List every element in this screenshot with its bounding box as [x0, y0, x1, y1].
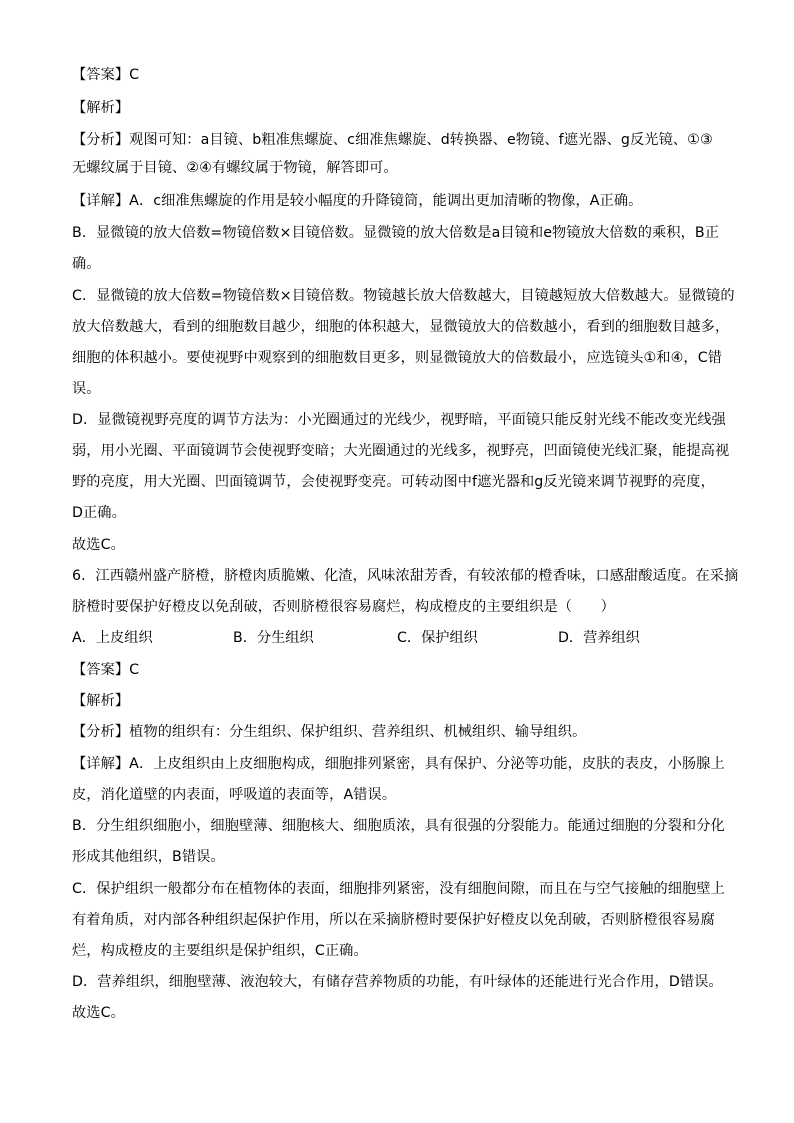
- q5-line-9: D．显微镜视野亮度的调节方法为：小光圈通过的光线少，视野暗，平面镜只能反射光线不能改变光线强: [72, 412, 726, 428]
- q6-analysis-header: 【解析】: [72, 693, 130, 709]
- q5-line-2: 【详解】A．c细准焦螺旋的作用是较小幅度的升降镜筒，能调出更加清晰的物像，A正确。: [72, 193, 643, 209]
- q5-line-12: D正确。: [72, 505, 126, 521]
- q5-line-0: 【分析】观图可知：a目镜、b粗准焦螺旋、c细准焦螺旋、d转换器、e物镜、f遮光器、g反光镜、①③: [72, 132, 713, 148]
- q6-line-5: C．保护组织一般都分布在植物体的表面，细胞排列紧密，没有细胞间隙，而且在与空气接触的细胞壁上: [72, 881, 725, 897]
- q6-analysis-label: 解析: [86, 693, 115, 709]
- q5-line-1: 无螺纹属于目镜、②④有螺纹属于物镜，解答即可。: [72, 160, 398, 176]
- q6-line-8: D．营养组织，细胞壁薄、液泡较大，有储存营养物质的功能，有叶绿体的还能进行光合作用，D错误。: [72, 974, 723, 990]
- q6-line-7: 烂，构成橙皮的主要组织是保护组织，C正确。: [72, 943, 368, 959]
- q5-line-11: 野的亮度，用大光圈、凹面镜调节，会使视野变亮。可转动图中f遮光器和g反光镜来调节视野的亮度，: [72, 474, 715, 490]
- q5-answer: 【答案】C: [72, 67, 140, 83]
- q5-line-10: 弱，用小光圈、平面镜调节会使视野变暗；大光圈通过的光线多，视野亮，凹面镜使光线汇聚，能提高视: [72, 443, 730, 459]
- q6-line-3: B．分生组织细胞小，细胞壁薄、细胞核大、细胞质浓，具有很强的分裂能力。能通过细胞的分裂和分化: [72, 818, 725, 834]
- q6-option-d: D．营养组织: [558, 630, 640, 646]
- q6-line-6: 有着角质，对内部各种组织起保护作用，所以在采摘脐橙时要保护好橙皮以免刮破，否则脐橙很容易腐: [72, 912, 715, 928]
- q5-line-7: 细胞的体积越小。要使视野中观察到的细胞数目更多，则显微镜放大的倍数最小，应选镜头①和④，C错: [72, 350, 723, 366]
- q5-line-4: 确。: [72, 256, 101, 272]
- q6-stem-line-2: 脐橙时要保护好橙皮以免刮破，否则脐橙很容易腐烂，构成橙皮的主要组织是（ ）: [72, 599, 615, 615]
- q6-option-c: C．保护组织: [397, 630, 478, 646]
- q6-stem-line-1: 6．江西赣州盛产脐橙，脐橙肉质脆嫩、化渣，风味浓甜芳香，有较浓郁的橙香味，口感甜酸适度。在采摘: [72, 568, 739, 584]
- q6-line-0: 【分析】植物的组织有：分生组织、保护组织、营养组织、机械组织、输导组织。: [72, 724, 587, 740]
- q6-answer: 【答案】C: [72, 662, 140, 678]
- q5-line-6: 放大倍数越大，看到的细胞数目越少，细胞的体积越大，显微镜放大的倍数越小，看到的细胞数目越多，: [72, 319, 730, 335]
- q6-option-a: A．上皮组织: [72, 630, 153, 646]
- q6-option-b: B．分生组织: [233, 630, 314, 646]
- q6-line-2: 皮，消化道壁的内表面，呼吸道的表面等，A错误。: [72, 787, 397, 803]
- q5-analysis-label: 解析: [86, 100, 115, 116]
- q6-line-1: 【详解】A．上皮组织由上皮细胞构成，细胞排列紧密，具有保护、分泌等功能，皮肤的表皮，小肠腺上: [72, 756, 725, 772]
- q6-line-4: 形成其他组织，B错误。: [72, 849, 225, 865]
- q5-analysis-header: 【解析】: [72, 100, 130, 116]
- q5-line-5: C．显微镜的放大倍数=物镜倍数×目镜倍数。物镜越长放大倍数越大，目镜越短放大倍数越大。显微镜的: [72, 288, 735, 304]
- q6-line-9: 故选C。: [72, 1005, 125, 1021]
- q5-line-3: B．显微镜的放大倍数=物镜倍数×目镜倍数。显微镜的放大倍数是a目镜和e物镜放大倍数的乘积，B正: [72, 225, 720, 241]
- q5-line-8: 误。: [72, 381, 101, 397]
- q5-line-13: 故选C。: [72, 537, 125, 553]
